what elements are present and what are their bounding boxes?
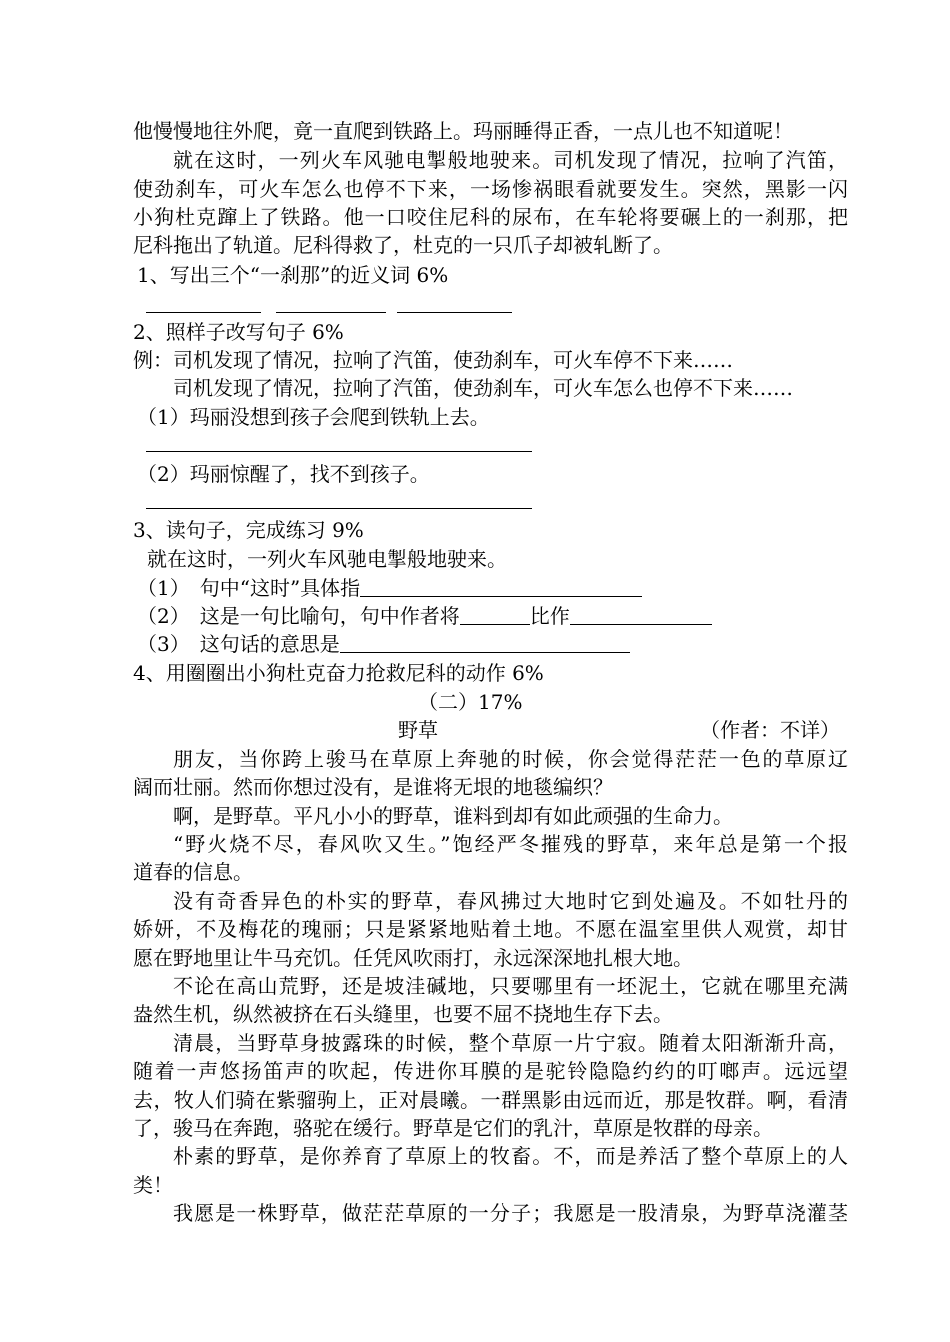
answer-blank-1a[interactable] — [146, 312, 261, 313]
article-line-16: 类！ — [133, 1173, 173, 1197]
answer-blank-3-2a[interactable] — [460, 604, 530, 625]
article-line-15: 朴素的野草，是你养育了草原上的牧畜。不，而是养活了整个草原上的人 — [173, 1144, 848, 1168]
question-2-title: 2、照样子改写句子 6% — [133, 320, 344, 344]
answer-line-2-2[interactable] — [146, 508, 532, 509]
question-3-item-2-text-b: 比作 — [529, 604, 570, 628]
section-2-heading: （二）17% — [418, 690, 523, 714]
question-1: 1、写出三个“一刹那”的近义词 6% — [137, 263, 449, 287]
question-3-item-1-text: （1） 句中“这时”具体指 — [137, 576, 361, 600]
article-line-7: 娇妍，不及梅花的瑰丽；只是紧紧地贴着土地。不愿在温室里供人观赏，却甘 — [133, 917, 848, 941]
answer-blank-1b[interactable] — [276, 312, 386, 313]
question-3-title: 3、读句子，完成练习 9% — [133, 518, 364, 542]
article-line-14: 了，骏马在奔跑，骆驼在缓行。野草是它们的乳汁，草原是牧群的母亲。 — [133, 1116, 773, 1140]
article-line-10: 盎然生机，纵然被挤在石头缝里，也要不屈不挠地生存下去。 — [133, 1002, 673, 1026]
question-2-item-1: （1）玛丽没想到孩子会爬到铁轨上去。 — [137, 405, 490, 429]
article-line-3: 啊，是野草。平凡小小的野草，谁料到却有如此顽强的生命力。 — [173, 804, 733, 828]
question-3-item-3-text: （3） 这句话的意思是 — [137, 632, 340, 656]
article-line-4: “野火烧不尽，春风吹又生。”饱经严冬摧残的野草，来年总是第一个报 — [173, 832, 848, 856]
question-3-item-2 — [137, 602, 712, 630]
passage1-line-4: 小狗杜克蹿上了铁路。他一口咬住尼科的尿布，在车轮将要碾上的一刹那，把 — [133, 205, 848, 229]
question-3-item-3 — [137, 630, 630, 658]
article-line-8: 愿在野地里让牛马充饥。任凭风吹雨打，永远深深地扎根大地。 — [133, 946, 693, 970]
passage1-line-1: 他慢慢地往外爬，竟一直爬到铁路上。玛丽睡得正香，一点儿也不知道呢！ — [133, 119, 793, 143]
passage1-line-3: 使劲刹车，可火车怎么也停不下来，一场惨祸眼看就要发生。突然，黑影一闪 — [133, 177, 848, 201]
article-author: （作者：不详） — [700, 718, 840, 742]
question-3-item-2-text-a: （2） 这是一句比喻句，句中作者将 — [137, 604, 460, 628]
answer-blank-1c[interactable] — [397, 312, 512, 313]
article-line-9: 不论在高山荒野，还是坡洼碱地，只要哪里有一坯泥土，它就在哪里充满 — [173, 974, 848, 998]
question-3-item-1 — [137, 574, 642, 602]
article-line-1: 朋友，当你跨上骏马在草原上奔驰的时候，你会觉得茫茫一色的草原辽 — [173, 747, 848, 771]
article-line-2: 阔而壮丽。然而你想过没有，是谁将无垠的地毯编织？ — [133, 775, 613, 799]
answer-blank-3-2b[interactable] — [570, 604, 712, 625]
article-line-5: 道春的信息。 — [133, 860, 253, 884]
article-line-12: 随着一声悠扬笛声的吹起，传进你耳膜的是驼铃隐隐约约的叮啷声。远远望 — [133, 1059, 848, 1083]
question-2-example: 例：司机发现了情况，拉响了汽笛，使劲刹车，可火车停不下来…… — [133, 348, 733, 372]
answer-blank-3-1[interactable] — [360, 576, 642, 597]
question-2-item-2: （2）玛丽惊醒了，找不到孩子。 — [137, 462, 430, 486]
article-title: 野草 — [398, 718, 438, 742]
question-3-sentence: 就在这时，一列火车风驰电掣般地驶来。 — [147, 547, 507, 571]
passage1-line-5: 尼科拖出了轨道。尼科得救了，杜克的一只爪子却被轧断了。 — [133, 233, 673, 257]
question-2-example-rewrite: 司机发现了情况，拉响了汽笛，使劲刹车，可火车怎么也停不下来…… — [173, 376, 793, 400]
passage1-line-2: 就在这时，一列火车风驰电掣般地驶来。司机发现了情况，拉响了汽笛， — [173, 148, 848, 172]
article-line-13: 去，牧人们骑在紫骝驹上，正对晨曦。一群黑影由远而近，那是牧群。啊，看清 — [133, 1088, 848, 1112]
question-4: 4、用圈圈出小狗杜克奋力抢救尼科的动作 6% — [133, 661, 544, 685]
answer-blank-3-3[interactable] — [340, 632, 630, 653]
article-line-6: 没有奇香异色的朴实的野草，春风拂过大地时它到处遍及。不如牡丹的 — [173, 889, 848, 913]
article-line-17: 我愿是一株野草，做茫茫草原的一分子；我愿是一股清泉，为野草浇灌茎 — [173, 1201, 848, 1225]
answer-line-2-1[interactable] — [146, 451, 532, 452]
article-line-11: 清晨，当野草身披露珠的时候，整个草原一片宁寂。随着太阳渐渐升高， — [173, 1031, 848, 1055]
